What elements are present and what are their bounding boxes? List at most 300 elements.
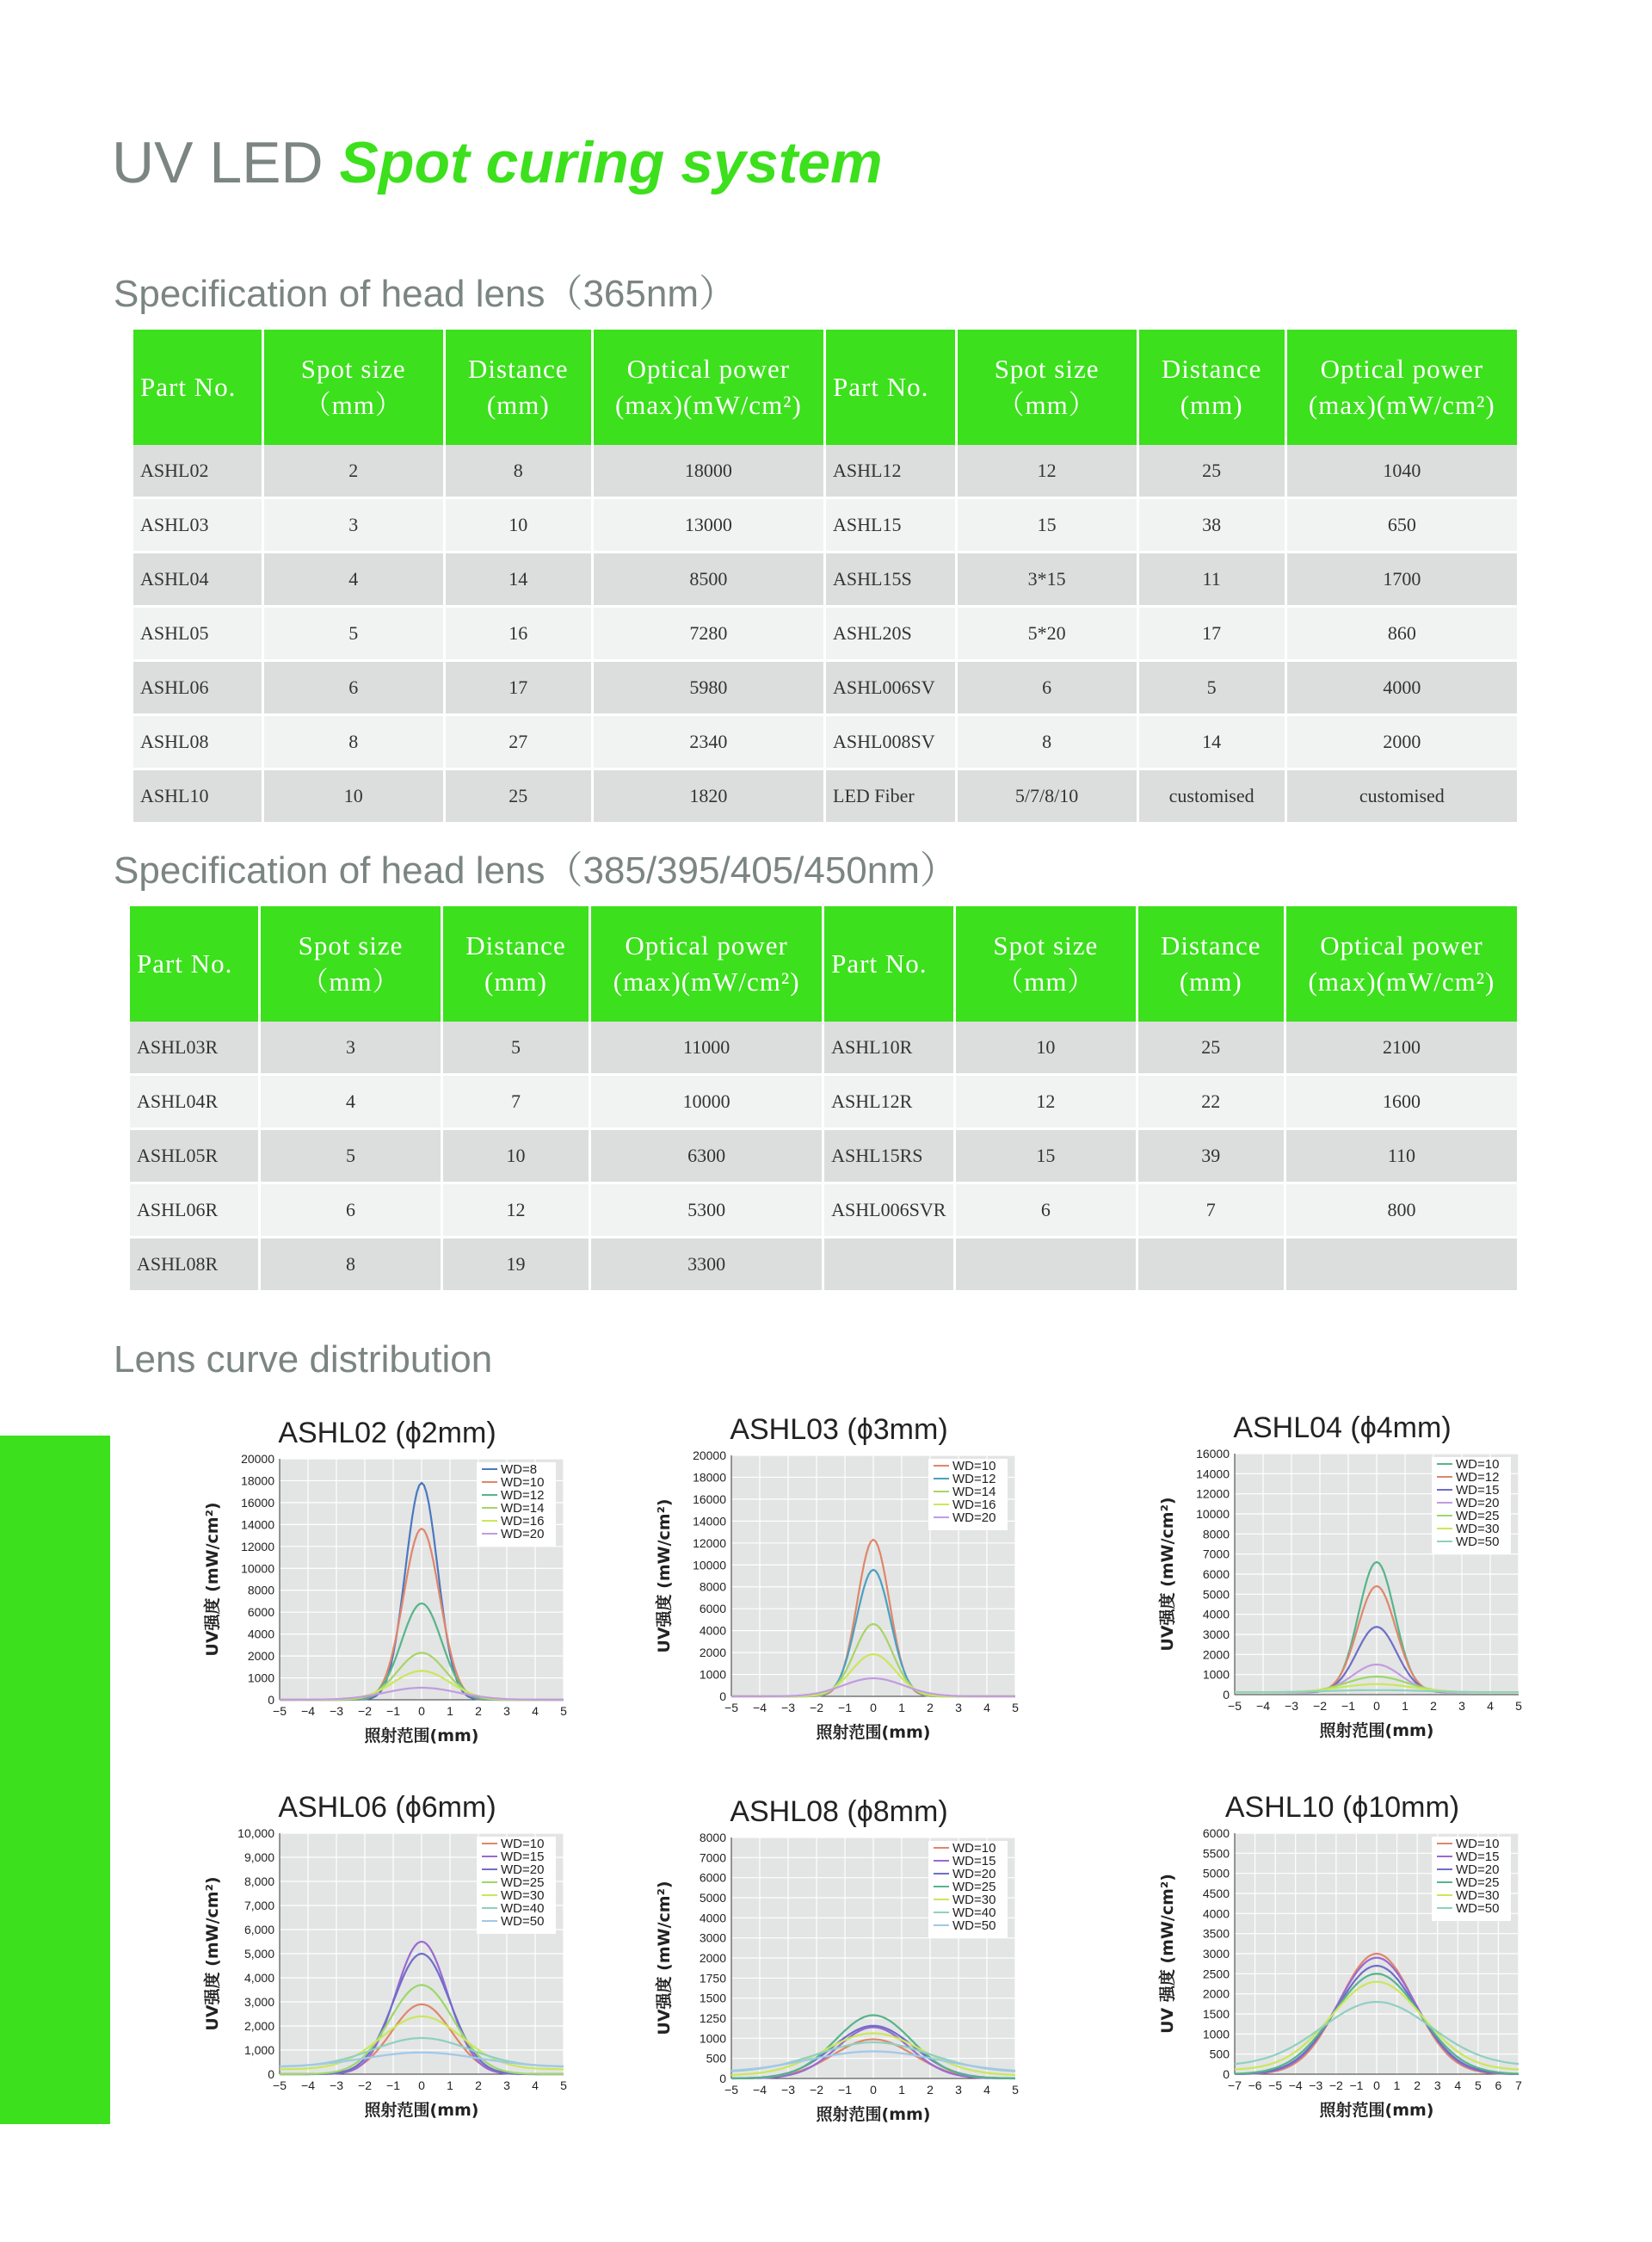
x-tick-label: 5 (560, 1704, 567, 1718)
table-cell: 5 (1139, 662, 1285, 716)
table-cell: 25 (1138, 1022, 1284, 1076)
table-cell: 7 (443, 1076, 589, 1130)
x-tick-label: −2 (1313, 1699, 1327, 1713)
chart-title: ASHL04 (ϕ4mm) (1233, 1411, 1452, 1444)
y-tick-label: 20000 (241, 1452, 274, 1466)
x-tick-label: 5 (1474, 2078, 1482, 2092)
chart-ashl06 (185, 1786, 589, 2147)
header-part-no-text: Part No. (831, 948, 928, 979)
table-cell: 8 (261, 1238, 441, 1293)
table-cell: 12 (958, 445, 1137, 499)
legend-label: WD=20 (501, 1862, 545, 1877)
table-cell: 10000 (591, 1076, 822, 1130)
y-tick-label: 4000 (699, 1623, 726, 1638)
y-tick-label: 3000 (1202, 1627, 1230, 1641)
table-cell: LED Fiber (826, 770, 955, 825)
x-tick-label: 1 (898, 2083, 905, 2097)
y-tick-label: 8000 (247, 1583, 274, 1597)
table-cell: 5*20 (958, 608, 1137, 662)
chart-ashl02 (185, 1411, 589, 1773)
table-cell: 4 (261, 1076, 441, 1130)
y-axis-label: UV强度 (mW/cm²) (1158, 1497, 1177, 1652)
header-distance (446, 330, 591, 445)
table-cell: 1820 (594, 770, 823, 825)
x-tick-label: 2 (1430, 1699, 1437, 1713)
x-tick-label: −3 (1285, 1699, 1298, 1713)
table-cell: 3 (261, 1022, 441, 1076)
chart-ashl03 (637, 1408, 1041, 1770)
y-tick-label: 500 (1209, 2047, 1230, 2061)
table-cell: 39 (1138, 1130, 1284, 1184)
header-distance (443, 906, 589, 1022)
x-tick-label: −5 (1228, 1699, 1242, 1713)
table-cell (956, 1238, 1136, 1293)
legend-label: WD=15 (952, 1854, 996, 1868)
table-cell: ASHL08 (133, 716, 262, 770)
y-tick-label: 8000 (699, 1579, 726, 1594)
section-heading-curves: Lens curve distribution (114, 1338, 493, 1380)
table-cell: 11000 (591, 1022, 822, 1076)
legend-label: WD=25 (501, 1875, 545, 1890)
legend-label: WD=25 (1456, 1509, 1500, 1523)
table-cell: 15 (958, 499, 1137, 553)
y-tick-label: 1000 (1202, 2027, 1230, 2041)
y-tick-label: 7000 (699, 1850, 726, 1865)
section-heading-365: Specification of head lens（365nm） (114, 273, 737, 315)
header-distance (1138, 906, 1284, 1022)
table-cell: 13000 (594, 499, 823, 553)
legend-label: WD=14 (952, 1485, 996, 1499)
table-cell: 110 (1286, 1130, 1517, 1184)
x-tick-label: 3 (955, 2083, 962, 2097)
x-tick-label: 0 (418, 1704, 425, 1718)
table-cell: customised (1287, 770, 1517, 825)
table-row (130, 1076, 1517, 1130)
y-tick-label: 1000 (699, 2031, 726, 2046)
y-tick-label: 2,000 (243, 2019, 274, 2033)
y-tick-label: 10000 (693, 1558, 726, 1572)
section-heading-385: Specification of head lens（385/395/405/450nm） (114, 849, 958, 892)
header-distance-text: Distance (468, 354, 569, 384)
x-tick-label: 7 (1515, 2078, 1522, 2092)
table-cell: 3*15 (958, 553, 1137, 608)
y-tick-label: 4000 (1202, 1607, 1230, 1621)
table-cell: 12 (956, 1076, 1136, 1130)
table-cell: ASHL15 (826, 499, 955, 553)
page-title (112, 129, 883, 196)
x-tick-label: −4 (1256, 1699, 1270, 1713)
table-cell: 7280 (594, 608, 823, 662)
table-cell: 4000 (1287, 662, 1517, 716)
y-tick-label: 4000 (1202, 1906, 1230, 1921)
x-tick-label: 6 (1495, 2078, 1502, 2092)
table-cell: 8 (958, 716, 1137, 770)
x-tick-label: −3 (330, 1704, 343, 1718)
spec-table-385 (127, 906, 1519, 1293)
y-tick-label: 1750 (699, 1971, 726, 1986)
y-tick-label: 18000 (693, 1470, 726, 1485)
y-tick-label: 0 (1223, 1688, 1230, 1702)
table-cell: 5 (443, 1022, 589, 1076)
y-tick-label: 500 (706, 2051, 726, 2066)
header-spot-size-text: （mm） (996, 967, 1095, 997)
x-axis-label: 照射范围(mm) (1319, 1721, 1434, 1740)
legend-label: WD=20 (1456, 1496, 1500, 1510)
x-tick-label: −2 (358, 1704, 372, 1718)
table-cell: ASHL04 (133, 553, 262, 608)
legend-label: WD=50 (1456, 1901, 1500, 1916)
table-cell: customised (1139, 770, 1285, 825)
legend-label: WD=20 (501, 1527, 545, 1541)
x-tick-label: 4 (983, 1701, 990, 1714)
y-tick-label: 4,000 (243, 1971, 274, 1985)
y-axis-label: UV强度 (mW/cm²) (655, 1881, 674, 2035)
x-axis-label: 照射范围(mm) (816, 2105, 931, 2124)
y-tick-label: 12000 (693, 1535, 726, 1550)
table-row (133, 499, 1517, 553)
legend-label: WD=50 (952, 1918, 996, 1933)
y-tick-label: 8000 (1202, 1527, 1230, 1541)
header-spot-size (956, 906, 1136, 1022)
table-cell: ASHL006SV (826, 662, 955, 716)
x-tick-label: 5 (560, 2078, 567, 2092)
header-part-no (824, 906, 953, 1022)
table-cell: 10 (956, 1022, 1136, 1076)
x-tick-label: −4 (753, 1701, 767, 1714)
header-optical-power (591, 906, 822, 1022)
y-tick-label: 6000 (247, 1605, 274, 1620)
y-tick-label: 1250 (699, 2011, 726, 2025)
header-spot-size-text: Spot size (993, 930, 1099, 960)
y-tick-label: 5000 (1202, 1866, 1230, 1881)
y-tick-label: 16000 (1196, 1447, 1230, 1461)
table-cell: 2 (264, 445, 443, 499)
x-axis-label: 照射范围(mm) (364, 1726, 479, 1745)
table-cell: 8 (446, 445, 591, 499)
table-cell: ASHL06R (130, 1184, 258, 1238)
x-tick-label: −1 (386, 1704, 400, 1718)
y-tick-label: 4500 (1202, 1887, 1230, 1900)
x-tick-label: 1 (1402, 1699, 1409, 1713)
table-cell: 22 (1138, 1076, 1284, 1130)
header-optical-power (1287, 330, 1517, 445)
x-tick-label: 4 (1487, 1699, 1494, 1713)
legend (1432, 1837, 1511, 1921)
y-tick-label: 20000 (693, 1448, 726, 1462)
x-tick-label: −2 (1328, 2078, 1343, 2092)
y-tick-label: 16000 (693, 1492, 726, 1506)
legend (928, 1841, 1008, 1938)
table-cell: 18000 (594, 445, 823, 499)
header-optical-power-text: Optical power (1320, 930, 1483, 960)
header-spot-size-text: Spot size (300, 354, 406, 384)
x-tick-label: −1 (386, 2078, 400, 2092)
legend-label: WD=15 (1456, 1483, 1500, 1498)
chart-title: ASHL10 (ϕ10mm) (1224, 1791, 1460, 1824)
header-part-no (826, 330, 955, 445)
y-tick-label: 2500 (1202, 1967, 1230, 1981)
header-optical-power-text: Optical power (1320, 354, 1484, 384)
y-tick-label: 18000 (241, 1473, 274, 1488)
header-optical-power-text: (max)(mW/cm²) (613, 967, 800, 997)
table-cell: 12 (443, 1184, 589, 1238)
legend-label: WD=30 (1456, 1522, 1500, 1536)
table-row (133, 445, 1517, 499)
x-tick-label: 2 (1414, 2078, 1421, 2092)
y-tick-label: 12000 (1196, 1486, 1230, 1501)
header-optical-power (594, 330, 823, 445)
x-tick-label: −1 (1349, 2078, 1364, 2092)
table-cell: 6 (958, 662, 1137, 716)
y-tick-label: 3500 (1202, 1926, 1230, 1941)
x-tick-label: 4 (1454, 2078, 1462, 2092)
y-tick-label: 5000 (699, 1891, 726, 1905)
table-cell: 14 (1139, 716, 1285, 770)
table-cell: ASHL05R (130, 1130, 258, 1184)
x-tick-label: 3 (1433, 2078, 1441, 2092)
x-tick-label: −2 (810, 2083, 823, 2097)
header-optical-power-text: Optical power (625, 930, 788, 960)
x-tick-label: 2 (475, 1704, 482, 1718)
table-cell: 15 (956, 1130, 1136, 1184)
x-tick-label: −5 (273, 2078, 287, 2092)
legend-label: WD=10 (501, 1837, 545, 1851)
legend-label: WD=15 (501, 1850, 545, 1864)
table-cell: 3300 (591, 1238, 822, 1293)
legend-label: WD=50 (501, 1914, 545, 1929)
table-cell: 8 (264, 716, 443, 770)
table-row (133, 716, 1517, 770)
x-tick-label: 3 (1458, 1699, 1465, 1713)
legend (928, 1459, 1008, 1530)
y-tick-label: 10000 (241, 1561, 274, 1576)
x-tick-label: 1 (447, 1704, 453, 1718)
y-tick-label: 5,000 (243, 1947, 274, 1961)
y-tick-label: 3,000 (243, 1995, 274, 2009)
y-tick-label: 0 (719, 2072, 726, 2085)
x-tick-label: 2 (927, 2083, 934, 2097)
table-cell: 800 (1286, 1184, 1517, 1238)
legend-label: WD=20 (952, 1510, 996, 1525)
y-tick-label: 16000 (241, 1495, 274, 1510)
x-tick-label: −5 (724, 2083, 738, 2097)
chart-title: ASHL03 (ϕ3mm) (730, 1413, 948, 1446)
table-cell (824, 1238, 953, 1293)
x-tick-label: 0 (418, 2078, 425, 2092)
x-tick-label: −2 (358, 2078, 372, 2092)
x-axis-label: 照射范围(mm) (364, 2101, 479, 2120)
table-cell: 650 (1287, 499, 1517, 553)
legend-label: WD=50 (1456, 1535, 1500, 1549)
y-tick-label: 2000 (699, 1646, 726, 1660)
y-tick-label: 14000 (693, 1514, 726, 1529)
header-spot-size (261, 906, 441, 1022)
table-cell: ASHL15S (826, 553, 955, 608)
x-tick-label: −3 (781, 1701, 795, 1714)
x-tick-label: 1 (898, 1701, 905, 1714)
table-cell: ASHL03 (133, 499, 262, 553)
x-tick-label: −2 (810, 1701, 823, 1714)
x-tick-label: 2 (927, 1701, 934, 1714)
header-optical-power (1286, 906, 1517, 1022)
y-tick-label: 3000 (699, 1930, 726, 1945)
legend-label: WD=16 (501, 1514, 545, 1529)
table-cell: 6 (261, 1184, 441, 1238)
x-tick-label: −5 (1268, 2078, 1283, 2092)
table-cell: 11 (1139, 553, 1285, 608)
table-cell: ASHL10 (133, 770, 262, 825)
legend-label: WD=20 (952, 1867, 996, 1881)
x-tick-label: 0 (1373, 1699, 1380, 1713)
table-cell: 860 (1287, 608, 1517, 662)
table-cell: 5980 (594, 662, 823, 716)
chart-title: ASHL06 (ϕ6mm) (278, 1791, 496, 1824)
table-row (133, 553, 1517, 608)
x-tick-label: 5 (1012, 1701, 1019, 1714)
legend-label: WD=30 (501, 1888, 545, 1903)
legend (1432, 1457, 1511, 1554)
y-tick-label: 1500 (699, 1991, 726, 2005)
legend-label: WD=8 (501, 1462, 538, 1477)
table-row (133, 770, 1517, 825)
x-axis-label: 照射范围(mm) (1319, 2101, 1434, 2120)
header-distance-text: Distance (1161, 930, 1261, 960)
y-tick-label: 1000 (699, 1667, 726, 1682)
header-spot-size (264, 330, 443, 445)
header-distance-text: Distance (1161, 354, 1262, 384)
y-tick-label: 4000 (699, 1911, 726, 1925)
header-distance-text: (mm) (1179, 967, 1242, 997)
legend-label: WD=30 (1456, 1888, 1500, 1903)
y-tick-label: 0 (268, 2067, 274, 2081)
y-tick-label: 2000 (247, 1649, 274, 1664)
y-tick-label: 12000 (241, 1539, 274, 1553)
table-cell: 1600 (1286, 1076, 1517, 1130)
legend-label: WD=15 (1456, 1850, 1500, 1864)
x-tick-label: −7 (1228, 2078, 1242, 2092)
table-cell: ASHL15RS (824, 1130, 953, 1184)
y-tick-label: 4000 (247, 1627, 274, 1641)
table-cell: ASHL02 (133, 445, 262, 499)
x-tick-label: 1 (1393, 2078, 1401, 2092)
table-cell: 4 (264, 553, 443, 608)
table-cell: 27 (446, 716, 591, 770)
table-cell: 1700 (1287, 553, 1517, 608)
header-distance-text: (mm) (1180, 390, 1243, 420)
x-tick-label: 2 (475, 2078, 482, 2092)
header-distance-text: (mm) (486, 390, 550, 420)
table-cell (1286, 1238, 1517, 1293)
y-tick-label: 10000 (1196, 1507, 1230, 1521)
header-distance-text: (mm) (484, 967, 547, 997)
y-tick-label: 8000 (699, 1831, 726, 1844)
header-spot-size-text: （mm） (997, 390, 1096, 420)
table-cell: 14 (446, 553, 591, 608)
x-tick-label: 3 (503, 2078, 510, 2092)
x-axis-label: 照射范围(mm) (816, 1723, 931, 1742)
x-tick-label: −1 (1341, 1699, 1355, 1713)
table-cell: 25 (446, 770, 591, 825)
table-row (130, 1184, 1517, 1238)
x-tick-label: 0 (1373, 2078, 1380, 2092)
legend-label: WD=14 (501, 1501, 545, 1516)
header-part-no (130, 906, 258, 1022)
header-part-no-text: Part No. (140, 372, 237, 402)
x-tick-label: −3 (1309, 2078, 1323, 2092)
y-tick-label: 14000 (1196, 1467, 1230, 1481)
x-tick-label: −4 (301, 1704, 315, 1718)
table-cell: 10 (264, 770, 443, 825)
x-tick-label: −5 (724, 1701, 738, 1714)
table-cell: 2340 (594, 716, 823, 770)
table-cell: ASHL08R (130, 1238, 258, 1293)
table-cell: ASHL12 (826, 445, 955, 499)
y-axis-label: UV强度 (mW/cm²) (203, 1502, 222, 1657)
y-tick-label: 3000 (1202, 1947, 1230, 1961)
table-cell: ASHL05 (133, 608, 262, 662)
header-optical-power-text: Optical power (626, 354, 791, 384)
x-tick-label: −4 (1288, 2078, 1303, 2092)
chart-ashl04 (1140, 1406, 1544, 1768)
x-tick-label: 5 (1515, 1699, 1522, 1713)
x-tick-label: 4 (532, 1704, 539, 1718)
table-cell: 3 (264, 499, 443, 553)
header-spot-size-text: Spot size (298, 930, 404, 960)
spec-table-365 (131, 330, 1519, 825)
y-tick-label: 6000 (1202, 1826, 1230, 1840)
y-tick-label: 5000 (1202, 1587, 1230, 1602)
table-cell: 1040 (1287, 445, 1517, 499)
y-tick-label: 2000 (1202, 1647, 1230, 1662)
legend-label: WD=10 (952, 1459, 996, 1473)
x-tick-label: 3 (503, 1704, 510, 1718)
y-tick-label: 14000 (241, 1517, 274, 1532)
y-tick-label: 6000 (1202, 1567, 1230, 1581)
y-tick-label: 2000 (699, 1951, 726, 1965)
title-main: Spot curing system (339, 130, 883, 195)
table-cell: 10 (443, 1130, 589, 1184)
y-tick-label: 0 (1223, 2067, 1230, 2081)
chart-ashl10 (1140, 1786, 1544, 2147)
table-cell: 25 (1139, 445, 1285, 499)
x-tick-label: −6 (1248, 2078, 1262, 2092)
y-tick-label: 10,000 (237, 1826, 274, 1840)
table-cell: 19 (443, 1238, 589, 1293)
x-tick-label: −1 (838, 2083, 852, 2097)
table-cell: 2000 (1287, 716, 1517, 770)
legend-label: WD=10 (1456, 1837, 1500, 1851)
table-row (130, 1238, 1517, 1293)
x-tick-label: 0 (870, 1701, 877, 1714)
y-tick-label: 0 (268, 1693, 274, 1707)
header-optical-power-text: (max)(mW/cm²) (614, 390, 802, 420)
y-tick-label: 5500 (1202, 1846, 1230, 1861)
header-spot-size-text: （mm） (301, 967, 400, 997)
header-optical-power-text: (max)(mW/cm²) (1308, 967, 1495, 997)
y-tick-label: 6000 (699, 1870, 726, 1885)
table-cell: 5 (264, 608, 443, 662)
table-cell: 16 (446, 608, 591, 662)
y-tick-label: 6000 (699, 1602, 726, 1616)
table-row (133, 608, 1517, 662)
legend-label: WD=40 (501, 1901, 545, 1916)
y-axis-label: UV 强度 (mW/cm²) (1158, 1874, 1177, 2034)
table-cell: 6 (264, 662, 443, 716)
legend (477, 1462, 556, 1547)
header-spot-size-text: Spot size (994, 354, 1100, 384)
header-part-no-text: Part No. (833, 372, 929, 402)
table-cell: ASHL008SV (826, 716, 955, 770)
